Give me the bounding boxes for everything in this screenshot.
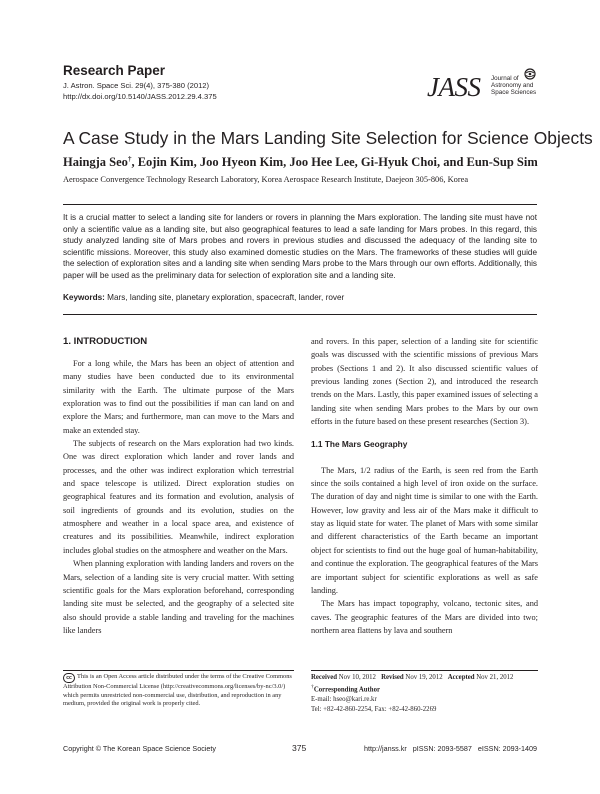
keywords-label: Keywords: [63, 293, 105, 302]
footnote-rule-left [63, 670, 294, 671]
issn-info: http://janss.kr pISSN: 2093-5587 eISSN: 2093-1409 [364, 744, 538, 753]
copyright: Copyright © The Korean Space Science Society [63, 744, 216, 753]
corresponding-author [311, 683, 538, 695]
logo-wordmark: JASS [427, 72, 481, 102]
page-number: 375 [292, 743, 307, 753]
paragraph: The Mars has impact topography, volcano, tectonic sites, and caves. The geographic features of the Mars are divided into two; northern area flattens by lava and southern [311, 599, 538, 635]
license-footnote [63, 673, 294, 709]
right-column [311, 335, 538, 637]
keywords [63, 293, 537, 302]
abstract-bottom-rule [63, 314, 537, 315]
corresponding-label: Corresponding Author [313, 686, 380, 694]
citation: J. Astron. Space Sci. 29(4), 375-380 (2012) [63, 81, 210, 90]
phone-fax: Tel: +82-42-860-2254, Fax: +82-42-860-2269 [311, 705, 437, 713]
logo-line-1: Journal of [491, 75, 519, 82]
paragraph: The subjects of research on the Mars exploration had two kinds. One was direct exploration which lander and rover lands and processes, and the other was indirect exploration which terrestrial and space telescope is utilized. Direct exploration studies on geographical features and its formation and evolution, analysis of soil ingredients of grounds and its evolution, studies on the atmosphere and weather in a local space area, and existence of creatures and its possibilities. Meanwhile, indirect exploration includes global studies on the atmosphere and weather on the Mars. [63, 439, 294, 555]
corresponding-mark: † [127, 155, 132, 163]
globe-icon [524, 68, 536, 80]
creative-commons-icon: cc [63, 673, 75, 683]
keywords-list: Mars, landing site, planetary exploration, spacecraft, lander, rover [107, 293, 345, 302]
paragraph: For a long while, the Mars has been an object of attention and many studies have been conducted due to its environmental similarity with the Earth. The ultimate purpose of the Mars exploration was to find out the possibilities if man can land on and explore the Mars; and furthermore, man can move to the Mars and make an extended stay. [63, 359, 294, 435]
left-column [63, 357, 294, 637]
lead-author: Haingja Seo [63, 155, 128, 170]
received-label: Received [311, 674, 338, 681]
footnote-rule-right [311, 670, 538, 671]
received-date: Nov 10, 2012 [338, 674, 376, 681]
author-list [63, 155, 538, 170]
section-heading-introduction: 1. INTRODUCTION [63, 336, 148, 347]
paragraph: The Mars, 1/2 radius of the Earth, is seen red from the Earth since the soils contained a high level of iron oxide on the surface. The duration of day and night time is similar to one with the Earth. However, low gravity and less air of the Mars make it difficult to stay as liquid state for water. The planet of Mars with some similar and different characteristics of the Earth became an important object for scientists to find out the huge goal of human-habitability, and continue the exploration. The geographical features of the Mars are important subject for scientific explorations as well as safe landing. [311, 465, 538, 595]
email[interactable]: E-mail: hseo@kari.re.kr [311, 695, 377, 703]
paragraph: and rovers. In this paper, selection of a landing site for scientific goals was discussed with the scientific missions of previous Mars probes (Sections 1 and 2). It also discussed scientific values of previous landing zones (Section 2), and introduced the research trends on the Mars. Lastly, this paper examined issues of selecting a landing site when sending Mars probes to the Mars by our own efforts in the future based on these present researches (Section 3). [311, 337, 538, 427]
license-text: This is an Open Access article distributed under the terms of the Creative Commons Attribution Non-Commercial License (http://creativecommons.org/licenses/by-nc/3.0/) which permits unrestricted non-commercial use, distribution, and reproduction in any medium, provided the original work is properly cited. [63, 673, 292, 708]
paragraph: When planning exploration with landing landers and rovers on the Mars, selection of a landing site is very crucial matter. With setting scientific goals for the Mars exploration beforehand, corresponding landing site must be selected, and the geography of a selected site also should provide a stable landing and traveling for the machines like landers [63, 559, 294, 635]
doi-link[interactable]: http://dx.doi.org/10.5140/JASS.2012.29.4.375 [63, 91, 217, 101]
journal-logo [427, 72, 539, 108]
accepted-date: Nov 21, 2012 [476, 674, 514, 681]
paper-type-label: Research Paper [63, 63, 166, 78]
article-title: A Case Study in the Mars Landing Site Selection for Science Objects [63, 128, 593, 148]
other-authors: , Eojin Kim, Joo Hyeon Kim, Joo Hee Lee, Gi-Hyuk Choi, and Eun-Sup Sim [131, 155, 538, 170]
affiliation: Aerospace Convergence Technology Research Laboratory, Korea Aerospace Research Institute, Daejeon 305-806, Korea [63, 175, 469, 184]
abstract: It is a crucial matter to select a landing site for landers or rovers in planning the Mars exploration. The landing site must have not only a scientific value as a landing site, but also geographical features to lead a safe landing for Mars probes. In this regard, this study analyzed landing site of Mars probes and rovers in previous studies and discussed the adequacy of the landing site to scientific missions. Moreover, this study also examined domestic studies on the Mars. The frameworks of these studies will guide the selection of exploration sites and a landing site when sending Mars probe to the Mars through our own efforts. Additionally, this paper will be used as the preliminary data for selection of exploration site and a landing site. [63, 213, 537, 280]
accepted-label: Accepted [447, 674, 475, 681]
citation-block [63, 81, 217, 102]
article-history-footnote [311, 673, 538, 714]
revised-label: Revised [381, 674, 404, 681]
logo-line-3: Space Sciences [491, 88, 537, 96]
revised-date: Nov 19, 2012 [405, 674, 443, 681]
section-heading-mars-geography: 1.1 The Mars Geography [311, 439, 408, 450]
logo-line-2: Astronomy and [491, 81, 534, 89]
article-dates [311, 673, 538, 683]
abstract-top-rule [63, 204, 537, 205]
corresponding-mark: † [311, 683, 314, 690]
